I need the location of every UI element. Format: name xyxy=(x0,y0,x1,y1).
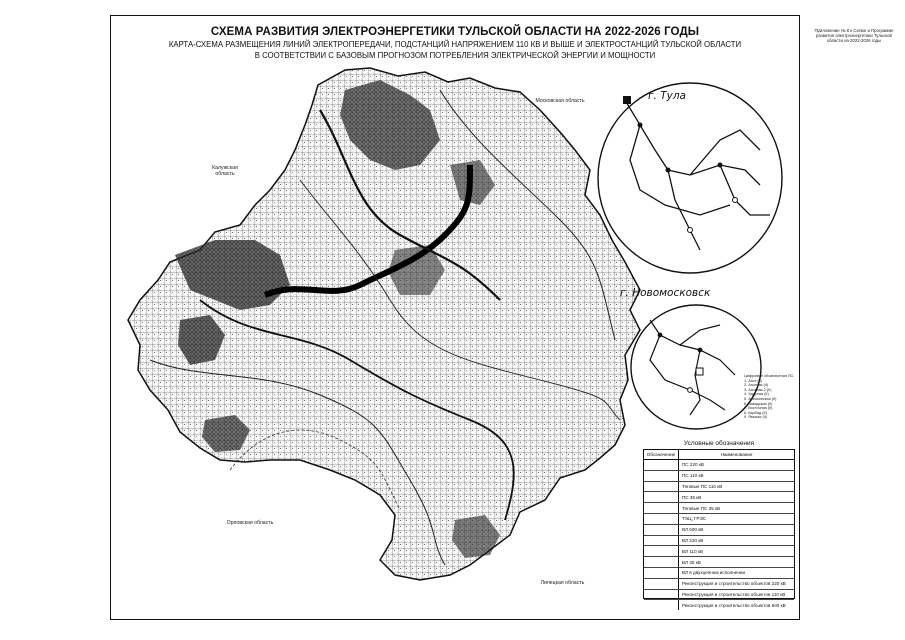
tula-inset-frame xyxy=(598,83,782,273)
legend-label: ТЭЦ, ГРЭС xyxy=(682,516,707,522)
inset-substation-item: 6. Заводская (II) xyxy=(744,401,773,406)
legend-row xyxy=(644,536,794,547)
legend-row xyxy=(644,579,794,590)
approval-note: Приложение № 8 к Схеме и Программе развития электроэнергетики Тульской области на 2022-2026 годы xyxy=(814,28,894,44)
legend-title: Условные обозначения xyxy=(683,440,755,447)
legend-label: ВЛ 220 кВ xyxy=(682,537,704,543)
inset-substation-item: 7. Восточная (II) xyxy=(744,406,773,411)
legend-label: ВЛ 35 кВ xyxy=(682,559,701,565)
legend-label: ВЛ 110 кВ xyxy=(682,548,703,554)
legend xyxy=(643,449,795,608)
oryol-region-label: Орловская область xyxy=(226,520,274,526)
legend-col-name: Наименование xyxy=(720,452,753,457)
inset-substation-item: 1. Азот (II) xyxy=(744,378,762,383)
moscow-region-label: Московская область xyxy=(535,98,585,104)
inset-substation-item: 5. Алексинская (II) xyxy=(744,396,777,401)
lipetsk-region-label: Липецкая область xyxy=(540,580,585,586)
legend-row xyxy=(644,525,794,536)
inset-substation-item: 8. Карбид (II) xyxy=(744,410,767,415)
map-subtitle-line2: В СООТВЕТСТВИИ С БАЗОВЫМ ПРОГНОЗОМ ПОТРЕБЛЕНИЯ ЭЛЕКТРИЧЕСКОЙ ЭНЕРГИИ И МОЩНОСТИ xyxy=(254,51,656,60)
legend-row xyxy=(644,514,794,525)
legend-row xyxy=(644,482,794,493)
legend-row xyxy=(644,600,794,610)
legend-row xyxy=(644,557,794,568)
map-title: СХЕМА РАЗВИТИЯ ЭЛЕКТРОЭНЕРГЕТИКИ ТУЛЬСКОЙ ОБЛАСТИ НА 2022-2026 ГОДЫ xyxy=(210,26,700,38)
inset-substation-item: 3. Азотная-2 (II) xyxy=(744,387,772,392)
legend-label: Тяговые ПС 35 кВ xyxy=(682,505,721,511)
legend-row xyxy=(644,471,794,482)
legend-row xyxy=(644,503,794,514)
legend-row xyxy=(644,590,794,601)
legend-label: ПС 35 кВ xyxy=(682,494,702,500)
legend-row xyxy=(644,460,794,471)
inset-substation-item: 2. Азотная (II) xyxy=(744,383,769,388)
legend-row xyxy=(644,568,794,579)
legend-label: ВЛ в двухцепном исполнении xyxy=(682,570,746,576)
legend-label: ПС 220 кВ xyxy=(682,462,704,468)
legend-col-symbol: Обозначение xyxy=(644,450,679,459)
inset-substation-title: Цифровые обозначения ПС: xyxy=(744,374,795,378)
inset-substation-list xyxy=(744,374,804,420)
kaluga-region-label: Калужская область xyxy=(212,165,238,177)
legend-row xyxy=(644,546,794,557)
legend-row xyxy=(644,492,794,503)
map-subtitle-line1: КАРТА-СХЕМА РАЗМЕЩЕНИЯ ЛИНИЙ ЭЛЕКТРОПЕРЕДАЧИ, ПОДСТАНЦИЙ НАПРЯЖЕНИЕМ 110 КВ И ВЫШЕ И ЭЛЕКТРОСТАНЦИЙ ТУЛЬСКОЙ ОБЛАСТИ xyxy=(168,40,742,49)
legend-label: ПС 110 кВ xyxy=(682,473,704,479)
legend-label: Реконструкция и строительство объектов 500 кВ xyxy=(682,602,786,608)
novomoskovsk-inset-label: г. Новомосковск xyxy=(620,287,711,299)
legend-header xyxy=(644,450,794,460)
legend-label: Реконструкция и строительство объектов 220 кВ xyxy=(682,581,786,587)
inset-substation-item: 9. Ямская (II) xyxy=(744,415,768,420)
legend-label: Тяговые ПС 110 кВ xyxy=(682,483,723,489)
inset-substation-item: 4. Ударная (II) xyxy=(744,392,769,397)
tula-inset-label: г. Тула xyxy=(648,90,686,102)
legend-label: ВЛ 500 кВ xyxy=(682,527,704,533)
legend-label: Реконструкция и строительство объектов 110 кВ xyxy=(682,591,786,597)
